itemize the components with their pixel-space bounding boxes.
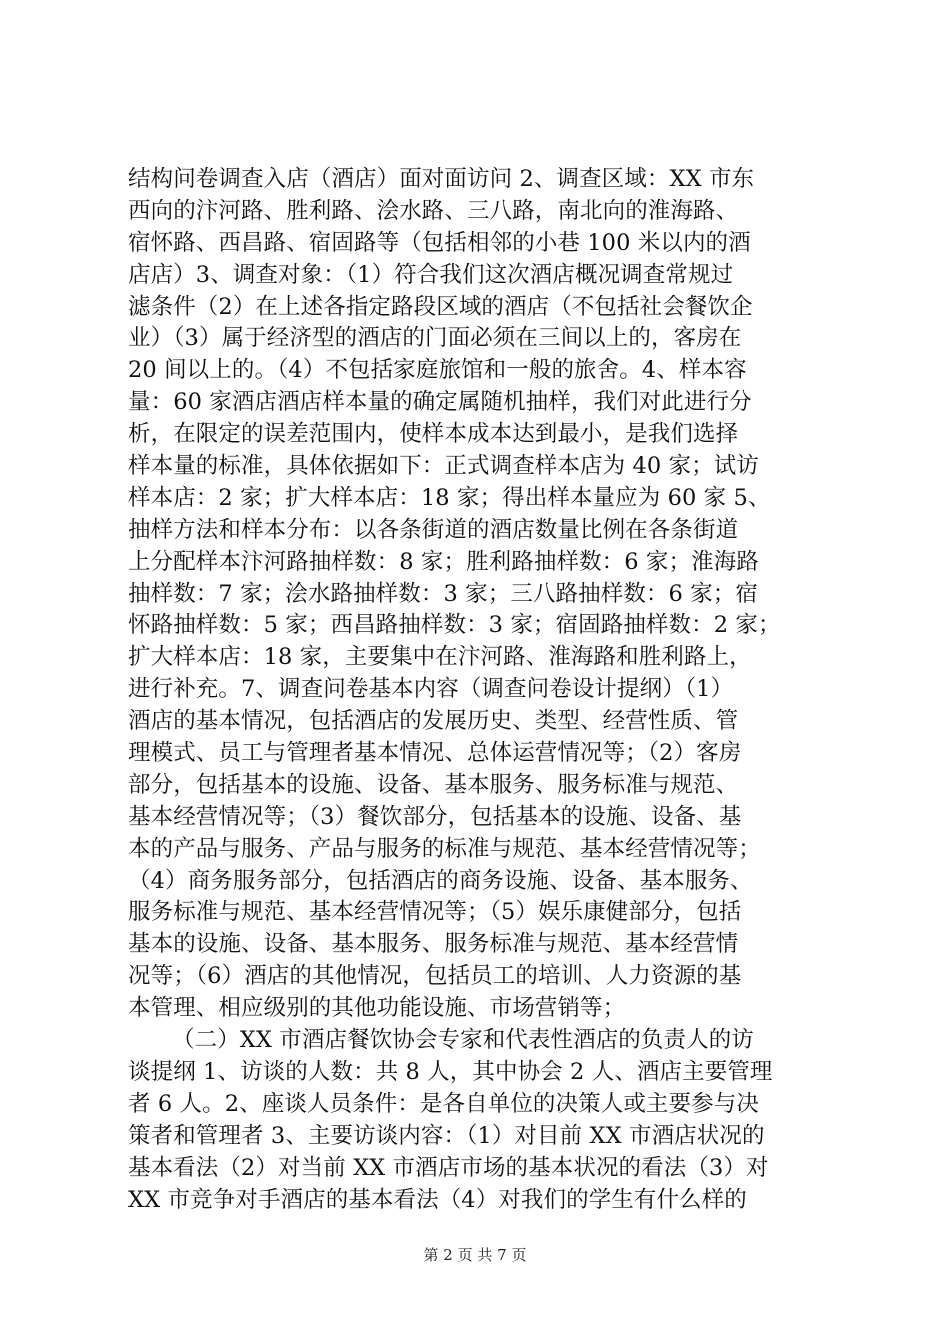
text-line: 者 6 人。2、座谈人员条件：是各自单位的决策人或主要参与决 [128,1090,759,1117]
document-body [128,164,838,1216]
text-line: 怀路抽样数：5 家；西昌路抽样数：3 家；宿固路抽样数：2 家； [128,612,781,639]
page-number-footer: 第 2 页 共 7 页 [423,1246,527,1264]
text-line: 业）（3）属于经济型的酒店的门面必须在三间以上的，客房在 [128,325,742,352]
text-line: 西向的汴河路、胜利路、浍水路、三八路，南北向的淮海路、 [128,197,739,224]
text-line: 样本量的标准，具体依据如下：正式调查样本店为 40 家；试访 [128,453,759,480]
text-line: 20 间以上的。（4）不包括家庭旅馆和一般的旅舍。4、样本容 [128,357,747,384]
text-line: 策者和管理者 3、主要访谈内容：（1）对目前 XX 市酒店状况的 [128,1122,765,1149]
text-line: 本管理、相应级别的其他功能设施、市场营销等； [128,995,626,1022]
text-line: 基本的设施、设备、基本服务、服务标准与规范、基本经营情 [128,931,739,958]
text-line: 基本看法（2）对当前 XX 市酒店市场的基本状况的看法（3）对 [128,1154,769,1181]
text-line: 基本经营情况等；（3）餐饮部分，包括基本的设施、设备、基 [128,803,742,830]
text-line: 样本店：2 家；扩大样本店：18 家；得出样本量应为 60 家 5、 [128,484,771,511]
text-line: XX 市竞争对手酒店的基本看法（4）对我们的学生有什么样的 [128,1186,747,1213]
text-line: 部分，包括基本的设施、设备、基本服务、服务标准与规范、 [128,771,739,798]
text-line: 理模式、员工与管理者基本情况、总体运营情况等；（2）客房 [128,740,742,767]
text-line: 谈提纲 1、访谈的人数：共 8 人，其中协会 2 人、酒店主要管理 [128,1058,773,1085]
text-line: 服务标准与规范、基本经营情况等；（5）娱乐康健部分，包括 [128,899,742,926]
text-line: 酒店的基本情况，包括酒店的发展历史、类型、经营性质、管 [128,708,739,735]
text-line: 进行补充。7、调查问卷基本内容（调查问卷设计提纲）（1） [128,676,734,703]
text-line: 店店）3、调查对象：（1）符合我们这次酒店概况调查常规过 [128,261,734,288]
text-line: （4）商务服务部分，包括酒店的商务设施、设备、基本服务、 [128,867,753,894]
text-line: 抽样数：7 家；浍水路抽样数：3 家；三八路抽样数：6 家；宿 [128,580,759,607]
text-line: 宿怀路、西昌路、宿固路等（包括相邻的小巷 100 米以内的酒 [128,229,751,256]
text-line: 抽样方法和样本分布：以各条街道的酒店数量比例在各条街道 [128,516,739,543]
text-line: 滤条件（2）在上述各指定路段区域的酒店（不包括社会餐饮企 [128,293,753,320]
text-line: 结构问卷调查入店（酒店）面对面访问 2、调查区域：XX 市东 [128,166,755,192]
text-line: 本的产品与服务、产品与服务的标准与规范、基本经营情况等； [128,835,761,862]
text-line: 量：60 家酒店酒店样本量的确定属随机抽样，我们对此进行分 [128,389,752,416]
paragraph-start-line: （二）XX 市酒店餐饮协会专家和代表性酒店的负责人的访 [172,1027,754,1054]
text-line: 况等；（6）酒店的其他情况，包括员工的培训、人力资源的基 [128,963,742,990]
text-line: 析，在限定的误差范围内，使样本成本达到最小，是我们选择 [128,421,739,448]
text-line: 扩大样本店：18 家，主要集中在汴河路、淮海路和胜利路上， [128,644,752,671]
text-line: 上分配样本汴河路抽样数：8 家；胜利路抽样数：6 家；淮海路 [128,548,759,575]
